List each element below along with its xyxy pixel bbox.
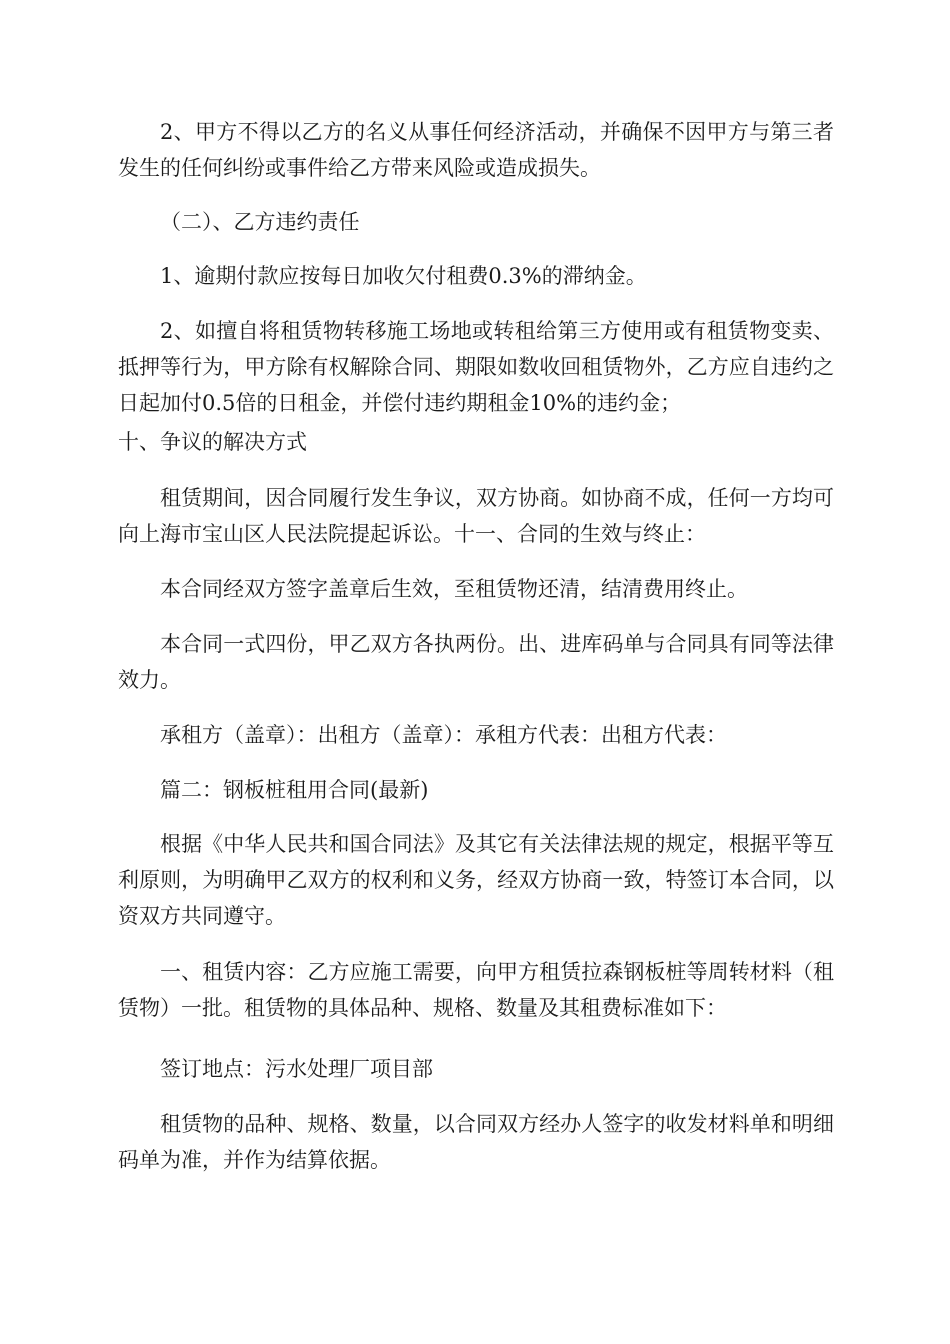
paragraph-dispute-resolution: 租赁期间，因合同履行发生争议，双方协商。如协商不成，任何一方均可向上海市宝山区人民法院提起诉讼。十一、合同的生效与终止： [118,486,834,546]
paragraph-late-payment: 1、逾期付款应按每日加收欠付租费0.3%的滞纳金。 [160,264,647,288]
paragraph-effectiveness: 本合同经双方签字盖章后生效，至租赁物还清，结清费用终止。 [160,577,748,601]
section-heading-party-b-liability: （二）、乙方违约责任 [160,210,360,234]
paragraph-copies: 本合同一式四份，甲乙双方各执两份。出、进库码单与合同具有同等法律效力。 [118,632,834,692]
paragraph-party-a-obligation: 2、甲方不得以乙方的名义从事任何经济活动，并确保不因甲方与第三者发生的任何纠纷或事件给乙方带来风险或造成损失。 [118,120,834,180]
paragraph-signing-location: 签订地点：污水处理厂项目部 [160,1057,433,1081]
paragraph-settlement-basis: 租赁物的品种、规格、数量，以合同双方经办人签字的收发材料单和明细码单为准，并作为结算依据。 [118,1112,834,1172]
section-heading-dispute-resolution: 十、争议的解决方式 [118,430,307,454]
paragraph-unauthorized-transfer: 2、如擅自将租赁物转移施工场地或转租给第三方使用或有租赁物变卖、抵押等行为，甲方除有权解除合同、期限如数收回租赁物外，乙方应自违约之日起加付0.5倍的日租金，并偿付违约期租金10%的违约金； [118,319,834,415]
paragraph-signatures: 承租方（盖章）：出租方（盖章）：承租方代表：出租方代表： [160,723,727,747]
section-heading-part-two: 篇二：钢板桩租用合同(最新) [160,778,429,802]
paragraph-lease-content: 一、租赁内容：乙方应施工需要，向甲方租赁拉森钢板桩等周转材料（租赁物）一批。租赁物的具体品种、规格、数量及其租费标准如下： [118,960,834,1020]
paragraph-legal-basis: 根据《中华人民共和国合同法》及其它有关法律法规的规定，根据平等互利原则，为明确甲乙双方的权利和义务，经双方协商一致，特签订本合同，以资双方共同遵守。 [118,832,834,928]
